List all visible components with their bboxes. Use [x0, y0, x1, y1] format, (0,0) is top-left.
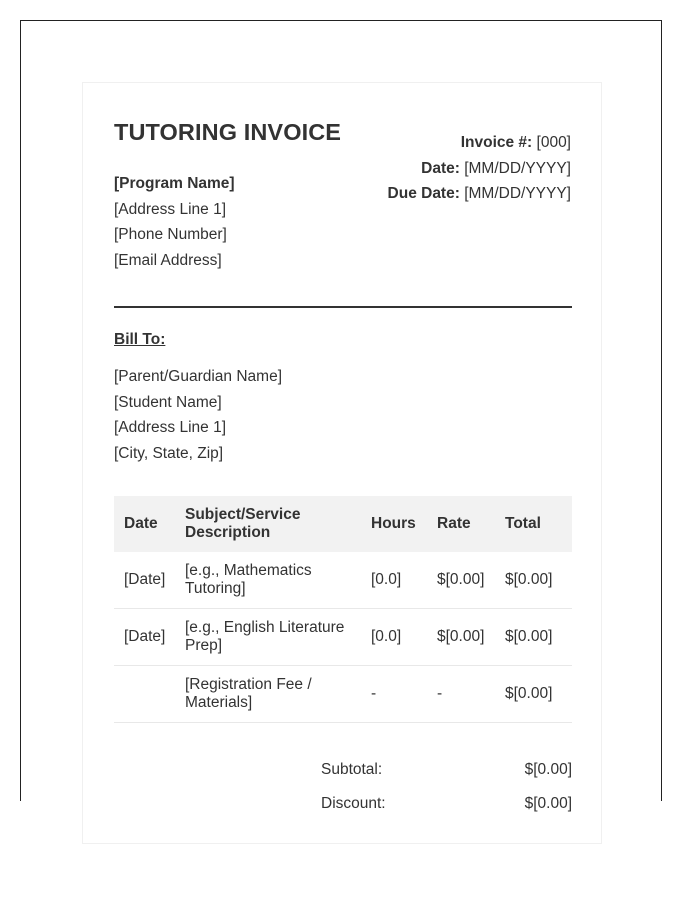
invoice-date-label: Date:: [421, 159, 460, 177]
student-name: [Student Name]: [114, 393, 222, 411]
table-row: [114, 552, 572, 609]
subtotal-row: [321, 761, 572, 795]
company-address: [Address Line 1]: [114, 200, 227, 218]
company-email: [Email Address]: [114, 251, 222, 269]
document-viewport: [20, 20, 662, 812]
cell-hours: [0.0]: [361, 609, 427, 666]
due-date-value: [MM/DD/YYYY]: [464, 185, 571, 202]
totals-block: [321, 761, 572, 829]
cell-rate: $[0.00]: [427, 552, 495, 609]
cell-total: $[0.00]: [495, 552, 572, 609]
invoice-meta: [388, 130, 571, 207]
invoice-number-label: Invoice #:: [460, 134, 533, 151]
header-total: Total: [495, 496, 572, 552]
cell-total: $[0.00]: [495, 666, 572, 723]
cell-date: [Date]: [114, 609, 178, 666]
bill-to-heading: Bill To:: [114, 331, 166, 348]
table-row: [114, 609, 572, 666]
header-rate: Rate: [427, 496, 495, 552]
bill-to-block: [114, 364, 282, 466]
subtotal-label: Subtotal:: [321, 761, 383, 778]
cell-date: [Date]: [114, 552, 178, 609]
subtotal-value: $[0.00]: [524, 761, 572, 778]
cell-total: $[0.00]: [495, 609, 572, 666]
bill-to-address: [Address Line 1]: [114, 419, 227, 436]
discount-value: $[0.00]: [524, 795, 572, 812]
cell-rate: -: [427, 666, 495, 723]
header-description: Subject/Service Description: [178, 496, 361, 552]
cell-description: [e.g., English Literature Prep]: [178, 609, 361, 666]
discount-label: Discount:: [321, 795, 386, 812]
invoice-page: [82, 82, 602, 844]
table-header-row: [114, 496, 572, 552]
invoice-number-value: [000]: [536, 134, 571, 151]
table-row: [114, 666, 572, 723]
company-phone: [Phone Number]: [114, 226, 227, 243]
invoice-date: [388, 156, 571, 182]
invoice-due-date: [388, 181, 571, 207]
due-date-label: Due Date:: [387, 185, 460, 202]
header-divider: [114, 306, 572, 308]
header-date: Date: [114, 496, 178, 552]
cell-hours: -: [361, 666, 427, 723]
invoice-number: [388, 130, 571, 156]
cell-date: [114, 666, 178, 723]
cell-description: [e.g., Mathematics Tutoring]: [178, 552, 361, 609]
bill-to-city: [City, State, Zip]: [114, 444, 224, 462]
cell-rate: $[0.00]: [427, 609, 495, 666]
header-hours: Hours: [361, 496, 427, 552]
discount-row: [321, 795, 572, 829]
line-items-table: [114, 496, 572, 723]
guardian-name: [Parent/Guardian Name]: [114, 368, 283, 385]
invoice-date-value: [MM/DD/YYYY]: [464, 159, 571, 177]
cell-description: [Registration Fee / Materials]: [178, 666, 361, 723]
company-info: [114, 171, 235, 273]
program-name: [Program Name]: [114, 175, 235, 192]
invoice-title: TUTORING INVOICE: [114, 119, 342, 145]
cell-hours: [0.0]: [361, 552, 427, 609]
